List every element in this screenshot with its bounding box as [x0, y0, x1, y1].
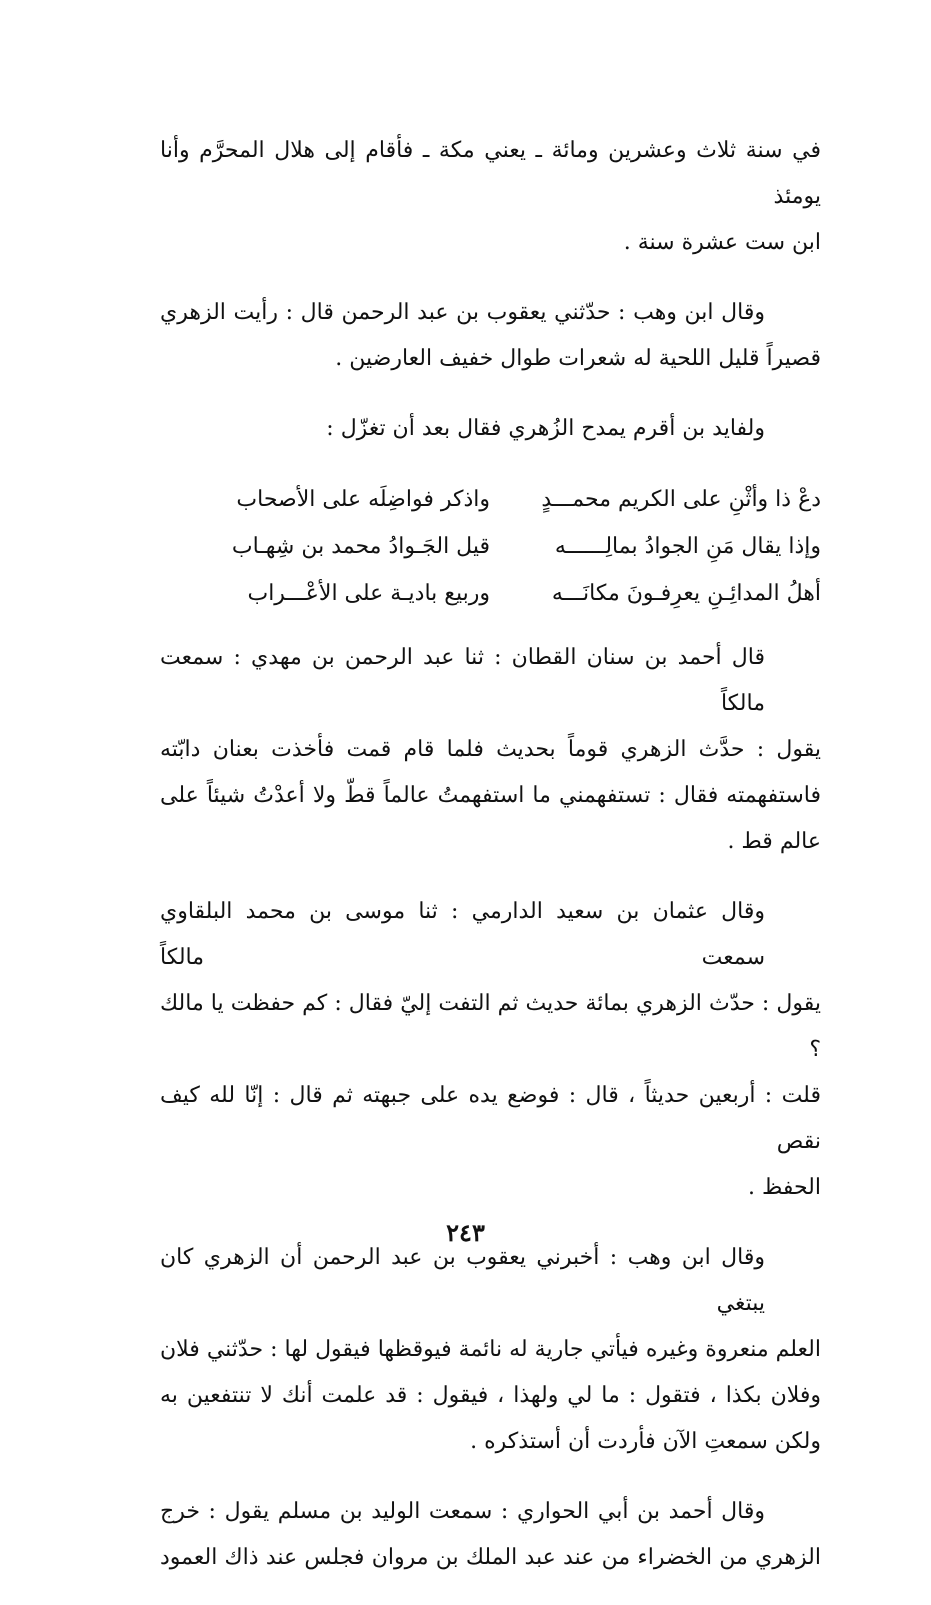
page-body [160, 128, 821, 1605]
paragraph-5 [160, 889, 821, 1211]
paragraph-line: الزهري من الخضراء من عند عبد الملك بن مروان فجلس عند ذاك العمود [160, 1545, 821, 1570]
paragraph-line: في سنة ثلاث وعشرين ومائة ـ يعني مكة ـ فأقام إلى هلال المحرَّم وأنا يومئذ [160, 138, 821, 209]
paragraph-line: العلم منعروة وغيره فيأتي جارية له نائمة فيوقظها فيقول لها : حدّثني فلان [160, 1337, 821, 1362]
paragraph-line: الحفظ . [747, 1175, 821, 1200]
paragraph-line: يقول : حدّث الزهري بمائة حديث ثم التفت إليّ فقال : كم حفظت يا مالك ؟ [160, 991, 821, 1062]
paragraph-line: وفلان بكذا ، فتقول : ما لي ولهذا ، فيقول : قد علمت أنك لا تنتفعين به [160, 1383, 821, 1408]
verse-first-hemistich: أهلُ المدائِـنِ يعرِفـونَ مكانَـــه [551, 581, 821, 606]
poem-verse [160, 476, 821, 523]
paragraph-line: ابن ست عشرة سنة . [623, 230, 821, 255]
paragraph-4 [160, 635, 821, 865]
paragraph-line: قال أحمد بن سنان القطان : ثنا عبد الرحمن بن مهدي : سمعت مالكاً [160, 645, 765, 716]
poem [160, 476, 821, 617]
paragraph-3 [160, 406, 821, 452]
paragraph-line: وقال ابن وهب : أخبرني يعقوب بن عبد الرحمن أن الزهري كان يبتغي [160, 1245, 765, 1316]
paragraph-line: يقول : حدَّث الزهري قوماً بحديث فلما قام قمت فأخذت بعنان دابّته [160, 737, 821, 762]
paragraph-2 [160, 290, 821, 382]
verse-second-hemistich: قيل الجَـوادُ محمد بن شِهـاب [231, 534, 490, 559]
paragraph-line: وقال عثمان بن سعيد الدارمي : ثنا موسى بن محمد البلقاوي سمعت مالكاً [160, 899, 765, 970]
verse-first-hemistich: دعْ ذا وأثْنِ على الكريم محمـــدٍ [541, 487, 821, 512]
paragraph-line: ولكن سمعتِ الآن فأردت أن أستذكره . [470, 1429, 821, 1454]
paragraph-1 [160, 128, 821, 266]
paragraph-line: ولفايد بن أقرم يمدح الزُهري فقال بعد أن تغزّل : [326, 416, 765, 441]
page-number: ٢٤٣ [446, 1218, 485, 1247]
paragraph-7 [160, 1489, 821, 1581]
verse-second-hemistich: واذكر فواضِلَه على الأصحاب [236, 487, 490, 512]
paragraph-line: قلت : أربعين حديثاً ، قال : فوضع يده على جبهته ثم قال : إنّا لله كيف نقص [160, 1083, 821, 1154]
verse-second-hemistich: وربيع باديـة على الأعْـــراب [247, 581, 490, 606]
paragraph-6 [160, 1235, 821, 1465]
paragraph-line: قصيراً قليل اللحية له شعرات طوال خفيف العارضين . [335, 346, 821, 371]
poem-verse [160, 523, 821, 570]
paragraph-line: فاستفهمته فقال : تستفهمني ما استفهمتُ عالماً قطّ ولا أعدْتُ شيئاً على عالم قط . [160, 783, 821, 854]
paragraph-line: وقال أحمد بن أبي الحواري : سمعت الوليد بن مسلم يقول : خرج [160, 1499, 765, 1524]
verse-first-hemistich: وإذا يقال مَنِ الجوادُ بمالِــــــه [554, 534, 821, 559]
poem-verse [160, 570, 821, 617]
paragraph-line: وقال ابن وهب : حدّثني يعقوب بن عبد الرحمن قال : رأيت الزهري [160, 300, 765, 325]
